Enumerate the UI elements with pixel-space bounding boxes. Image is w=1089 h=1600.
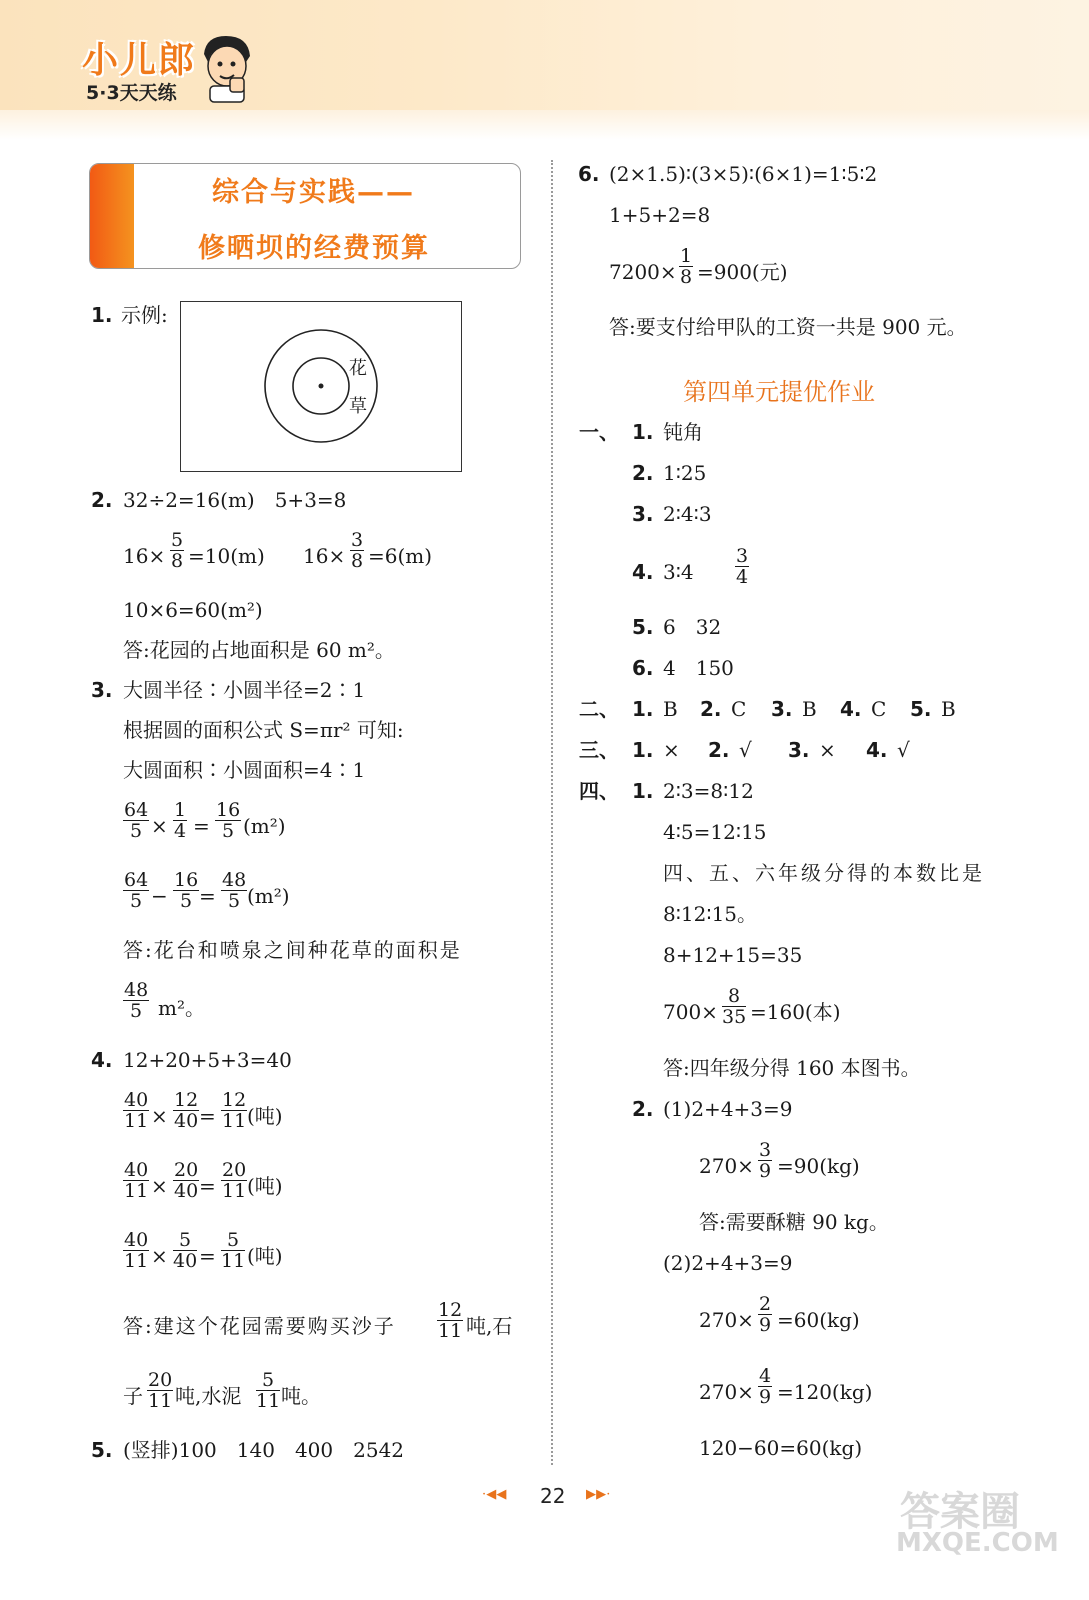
q4-r3-f1: $\frac{40}{11}$	[124, 1229, 149, 1272]
part3-label: 三、	[579, 738, 619, 762]
q2-b-post: =6(m)	[368, 544, 433, 568]
q3-unit2: (m²)	[247, 884, 290, 908]
q3-f4: $\frac{64}{5}$	[124, 869, 149, 912]
p1-q4-val: 3∶4	[663, 560, 694, 584]
p3-q3-val: ×	[819, 738, 836, 762]
banner-title-line1: 综合与实践——	[212, 177, 415, 208]
q6-pre: 7200×	[609, 260, 677, 284]
q6-number: 6.	[578, 162, 600, 186]
prev-page-arrows-icon: · ◀ ◀	[482, 1487, 505, 1502]
next-page-arrows-icon: ▶ ▶ ·	[586, 1487, 609, 1502]
q2-a-pre: 16×	[123, 544, 166, 568]
q5-text: (竖排)100 140 400 2542	[123, 1438, 405, 1462]
q4-number: 4.	[91, 1048, 113, 1072]
p4-line5: 8+12+15=35	[663, 943, 803, 967]
q4-answer-part1b: 吨,石	[466, 1314, 513, 1338]
q3-f1: $\frac{64}{5}$	[124, 799, 149, 842]
q4-r2-f3: $\frac{20}{11}$	[222, 1159, 247, 1202]
p3-q3-num: 3.	[788, 738, 810, 762]
q3-f7: $\frac{48}{5}$	[124, 979, 149, 1022]
p2-q5-num: 5.	[910, 697, 932, 721]
brand-subtitle: 5·3天天练	[86, 82, 177, 104]
p4-q1-num: 1.	[632, 779, 654, 803]
p3-q2-val: √	[739, 738, 752, 762]
p4-q2-line1: (1)2+4+3=9	[663, 1097, 793, 1121]
q2-a-fraction: $\frac{5}{8}$	[171, 529, 184, 572]
p1-q6-val: 4 150	[663, 656, 734, 680]
q6-answer: 答:要支付给甲队的工资一共是 900 元。	[609, 315, 967, 339]
q4-answer-part2c: 吨。	[281, 1384, 321, 1408]
p1-q3-num: 3.	[632, 502, 654, 526]
p1-q2-val: 1∶25	[663, 461, 707, 485]
p4-line2: 4∶5=12∶15	[663, 820, 767, 844]
q3-f2: $\frac{1}{4}$	[174, 799, 187, 842]
p1-q1-num: 1.	[632, 420, 654, 444]
watermark-url: MXQE.COM	[896, 1528, 1059, 1558]
q4-answer-part1: 答:建这个花园需要购买沙子	[123, 1314, 396, 1338]
q4-r1-f1: $\frac{40}{11}$	[124, 1089, 149, 1132]
p4-line4: 8∶12∶15。	[663, 902, 758, 926]
p2-q4-num: 4.	[840, 697, 862, 721]
banner-title-line2: 修晒坝的经费预算	[198, 233, 430, 264]
q2-line1: 32÷2=16(m) 5+3=8	[123, 488, 347, 512]
page-number: 22	[540, 1484, 566, 1508]
q4-answer-part2a: 子	[123, 1384, 143, 1408]
p3-q4-num: 4.	[866, 738, 888, 762]
p2-q2-num: 2.	[700, 697, 722, 721]
concentric-circles	[181, 302, 461, 471]
q3-answer: 答:花台和喷泉之间种花草的面积是	[123, 938, 462, 962]
p4-q2-line4: (2)2+4+3=9	[663, 1251, 793, 1275]
q2-b-pre: 16×	[303, 544, 346, 568]
p2-q1-num: 1.	[632, 697, 654, 721]
q3-times: ×	[151, 814, 168, 838]
q4-answer-part2b: 吨,水泥	[175, 1384, 242, 1408]
p2-q2-val: C	[731, 697, 747, 721]
p1-q2-num: 2.	[632, 461, 654, 485]
p4-q2-d-pre: 270×	[699, 1308, 754, 1332]
q4-r3-f3: $\frac{5}{11}$	[221, 1229, 246, 1272]
q4-r3-times: ×	[151, 1244, 168, 1268]
q4-r3-eq: =	[199, 1244, 216, 1268]
q6-line2: 1+5+2=8	[609, 203, 711, 227]
q3-f5: $\frac{16}{5}$	[174, 869, 199, 912]
q4-r2-f1: $\frac{40}{11}$	[124, 1159, 149, 1202]
q3-eq1: =	[193, 814, 210, 838]
part1-label: 一、	[579, 420, 619, 444]
q5-number: 5.	[91, 1438, 113, 1462]
q6-post: =900(元)	[697, 260, 788, 284]
q3-number: 3.	[91, 678, 113, 702]
diagram-label-grass: 草	[349, 396, 367, 417]
p4-q2-b-fraction: $\frac{3}{9}$	[759, 1139, 772, 1182]
q3-eq2: =	[199, 884, 216, 908]
q3-line1: 大圆半径∶小圆半径=2∶1	[123, 678, 366, 702]
unit-section-title: 第四单元提优作业	[683, 378, 875, 406]
q4-line1: 12+20+5+3=40	[123, 1048, 292, 1072]
p4-q2-d-post: =60(kg)	[777, 1308, 860, 1332]
q2-answer: 答:花园的占地面积是 60 m²。	[123, 638, 395, 662]
p4-line1: 2∶3=8∶12	[663, 779, 754, 803]
p4-line3: 四、五、六年级分得的本数比是	[663, 861, 985, 885]
q3-minus: −	[151, 884, 168, 908]
q4-r1-f3: $\frac{12}{11}$	[222, 1089, 247, 1132]
p4-answer: 答:四年级分得 160 本图书。	[663, 1056, 921, 1080]
q2-number: 2.	[91, 488, 113, 512]
p2-q3-num: 3.	[771, 697, 793, 721]
q2-line3: 10×6=60(m²)	[123, 598, 263, 622]
part2-label: 二、	[579, 697, 619, 721]
q2-b-fraction: $\frac{3}{8}$	[351, 529, 364, 572]
diagram-label-flower: 花	[349, 358, 367, 379]
p4-q2-e-pre: 270×	[699, 1380, 754, 1404]
p1-q5-num: 5.	[632, 615, 654, 639]
p1-q5-val: 6 32	[663, 615, 722, 639]
p1-q6-num: 6.	[632, 656, 654, 680]
p4-pre: 700×	[663, 1000, 718, 1024]
p4-q2-d-fraction: $\frac{2}{9}$	[759, 1293, 772, 1336]
brand-logo: 小儿郎	[82, 40, 197, 81]
p4-q2-e-post: =120(kg)	[777, 1380, 873, 1404]
p4-q2-e-fraction: $\frac{4}{9}$	[759, 1365, 772, 1408]
p2-q3-val: B	[802, 697, 817, 721]
p4-q2-line7: 120−60=60(kg)	[699, 1436, 863, 1460]
p1-q3-val: 2∶4∶3	[663, 502, 712, 526]
p4-fraction: $\frac{8}{35}$	[722, 985, 747, 1028]
banner-tab	[90, 164, 134, 268]
q2-a-post: =10(m)	[188, 544, 265, 568]
q6-fraction: $\frac{1}{8}$	[680, 245, 693, 288]
q3-line3: 大圆面积∶小圆面积=4∶1	[123, 758, 366, 782]
p2-q1-val: B	[663, 697, 678, 721]
q4-r1-eq: =	[199, 1104, 216, 1128]
q4-r1-unit: (吨)	[247, 1104, 283, 1128]
q4-answer-f2: $\frac{20}{11}$	[148, 1369, 173, 1412]
q4-r1-f2: $\frac{12}{40}$	[174, 1089, 199, 1132]
q6-line1: (2×1.5)∶(3×5)∶(6×1)=1∶5∶2	[609, 162, 878, 186]
p1-q4-fraction: $\frac{3}{4}$	[736, 545, 749, 588]
p3-q4-val: √	[897, 738, 910, 762]
p3-q2-num: 2.	[708, 738, 730, 762]
p4-q2-b-pre: 270×	[699, 1154, 754, 1178]
p1-q4-num: 4.	[632, 560, 654, 584]
part4-label: 四、	[579, 779, 619, 803]
p3-q1-val: ×	[663, 738, 680, 762]
p4-q2-num: 2.	[632, 1097, 654, 1121]
q3-f3: $\frac{16}{5}$	[216, 799, 241, 842]
q1-number: 1.	[91, 303, 113, 327]
q3-unit1: (m²)	[243, 814, 286, 838]
q3-line2: 根据圆的面积公式 S=πr² 可知:	[123, 718, 404, 742]
p2-q5-val: B	[941, 697, 956, 721]
q3-f6: $\frac{48}{5}$	[222, 869, 247, 912]
p4-post: =160(本)	[750, 1000, 841, 1024]
mascot-icon	[196, 32, 256, 104]
q4-r2-eq: =	[199, 1174, 216, 1198]
q4-r3-unit: (吨)	[247, 1244, 283, 1268]
section-banner	[89, 163, 521, 269]
q4-r1-times: ×	[151, 1104, 168, 1128]
q4-answer-f1: $\frac{12}{11}$	[438, 1299, 463, 1342]
p1-q1-val: 钝角	[663, 420, 703, 444]
q4-r3-f2: $\frac{5}{40}$	[173, 1229, 198, 1272]
p3-q1-num: 1.	[632, 738, 654, 762]
q1-text: 示例:	[121, 303, 168, 327]
p4-q2-b-post: =90(kg)	[777, 1154, 860, 1178]
q4-r2-unit: (吨)	[247, 1174, 283, 1198]
garden-diagram	[180, 301, 462, 472]
q3-answer-unit: m²。	[158, 996, 205, 1020]
q4-r2-f2: $\frac{20}{40}$	[174, 1159, 199, 1202]
p2-q4-val: C	[871, 697, 887, 721]
q4-answer-f3: $\frac{5}{11}$	[256, 1369, 281, 1412]
q4-r2-times: ×	[151, 1174, 168, 1198]
p4-q2-answer: 答:需要酥糖 90 kg。	[699, 1210, 889, 1234]
watermark-logo: 答案圈	[900, 1489, 1020, 1535]
column-divider	[551, 160, 553, 1465]
